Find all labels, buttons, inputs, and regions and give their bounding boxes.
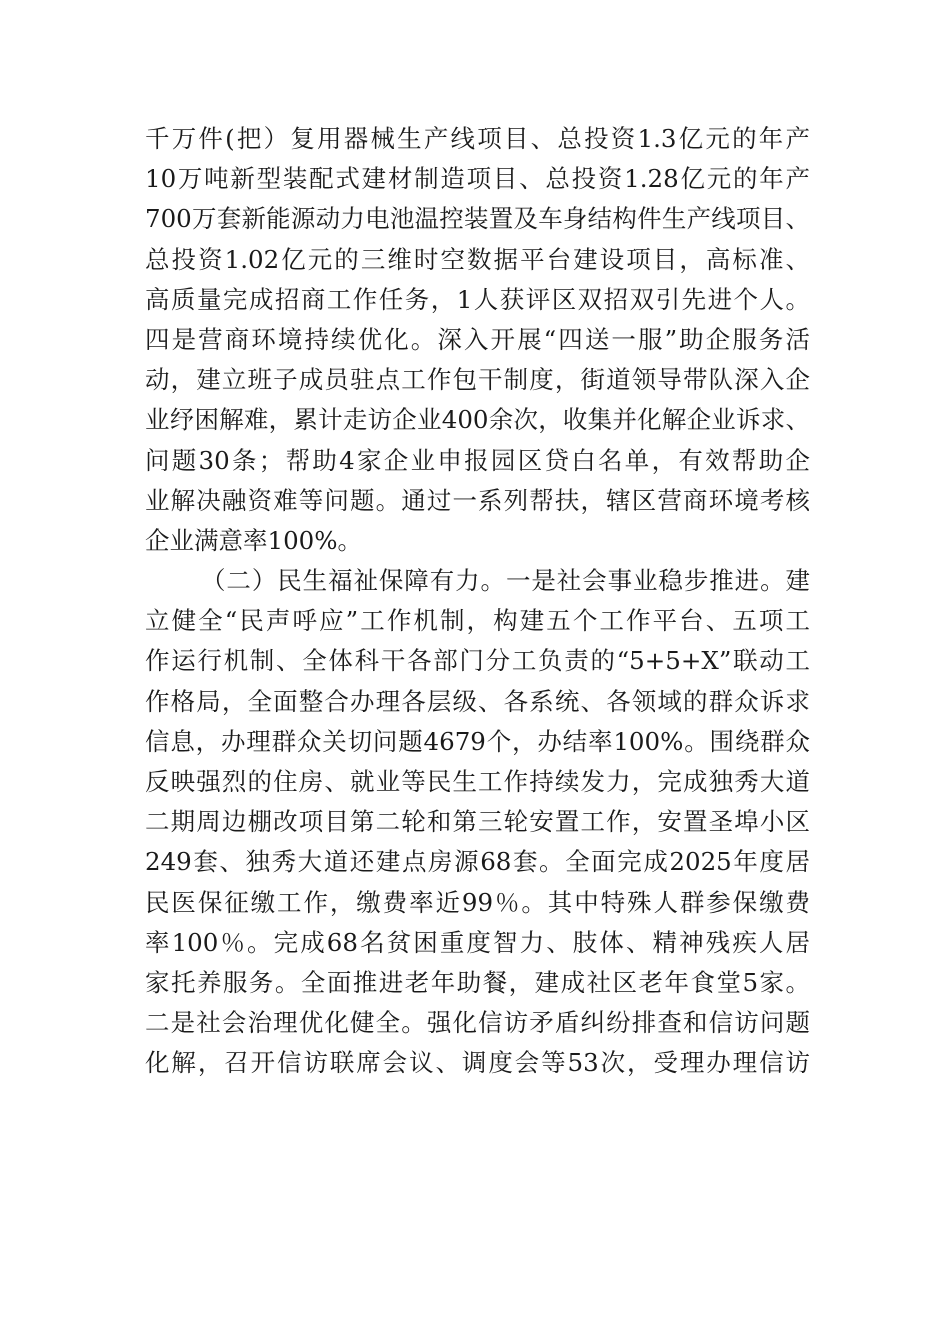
body-text — [145, 119, 810, 1084]
text-line: 业纾困解难，累计走访企业400余次，收集并化解企业诉求、 — [145, 405, 810, 435]
text-line: 总投资1.02亿元的三维时空数据平台建设项目，高标准、 — [145, 244, 810, 274]
text-line: 249套、独秀大道还建点房源68套。全面完成2025年度居 — [145, 847, 810, 877]
text-line: 二期周边棚改项目第二轮和第三轮安置工作，安置圣埠小区 — [145, 807, 810, 837]
text-line: 10万吨新型装配式建材制造项目、总投资1.28亿元的年产 — [145, 164, 810, 194]
text-line: 千万件(把）复用器械生产线项目、总投资1.3亿元的年产 — [145, 124, 810, 153]
text-line: 作运行机制、全体科干各部门分工负责的“5+5+X”联动工 — [145, 646, 810, 676]
text-line: 企业满意率100%。 — [145, 525, 363, 555]
text-line: 700万套新能源动力电池温控装置及车身结构件生产线项目、 — [145, 204, 810, 234]
text-line: 信息，办理群众关切问题4679个，办结率100%。围绕群众 — [145, 726, 810, 756]
text-line: 化解，召开信访联席会议、调度会等53次，受理办理信访 — [145, 1048, 810, 1078]
text-line: 反映强烈的住房、就业等民生工作持续发力，完成独秀大道 — [145, 767, 810, 796]
text-line: 作格局，全面整合办理各层级、各系统、各领域的群众诉求 — [145, 686, 810, 716]
text-line: 业解决融资难等问题。通过一系列帮扶，辖区营商环境考核 — [145, 485, 810, 515]
text-line: 高质量完成招商工作任务，1人获评区双招双引先进个人。 — [145, 284, 810, 314]
text-line: 民医保征缴工作，缴费率近99％。其中特殊人群参保缴费 — [145, 887, 810, 917]
text-line: 立健全“民声呼应”工作机制，构建五个工作平台、五项工 — [145, 606, 810, 636]
text-line: 二是社会治理优化健全。强化信访矛盾纠纷排查和信访问题 — [145, 1008, 810, 1038]
text-line: 四是营商环境持续优化。深入开展“四送一服”助企服务活 — [145, 324, 810, 354]
text-line: （二）民生福祉保障有力。一是社会事业稳步推进。建 — [201, 566, 810, 596]
text-line: 家托养服务。全面推进老年助餐，建成社区老年食堂5家。 — [145, 967, 810, 997]
text-line: 动，建立班子成员驻点工作包干制度，街道领导带队深入企 — [145, 365, 810, 395]
text-line: 率100％。完成68名贫困重度智力、肢体、精神残疾人居 — [145, 927, 810, 957]
text-line: 问题30条；帮助4家企业申报园区贷白名单，有效帮助企 — [145, 445, 810, 475]
